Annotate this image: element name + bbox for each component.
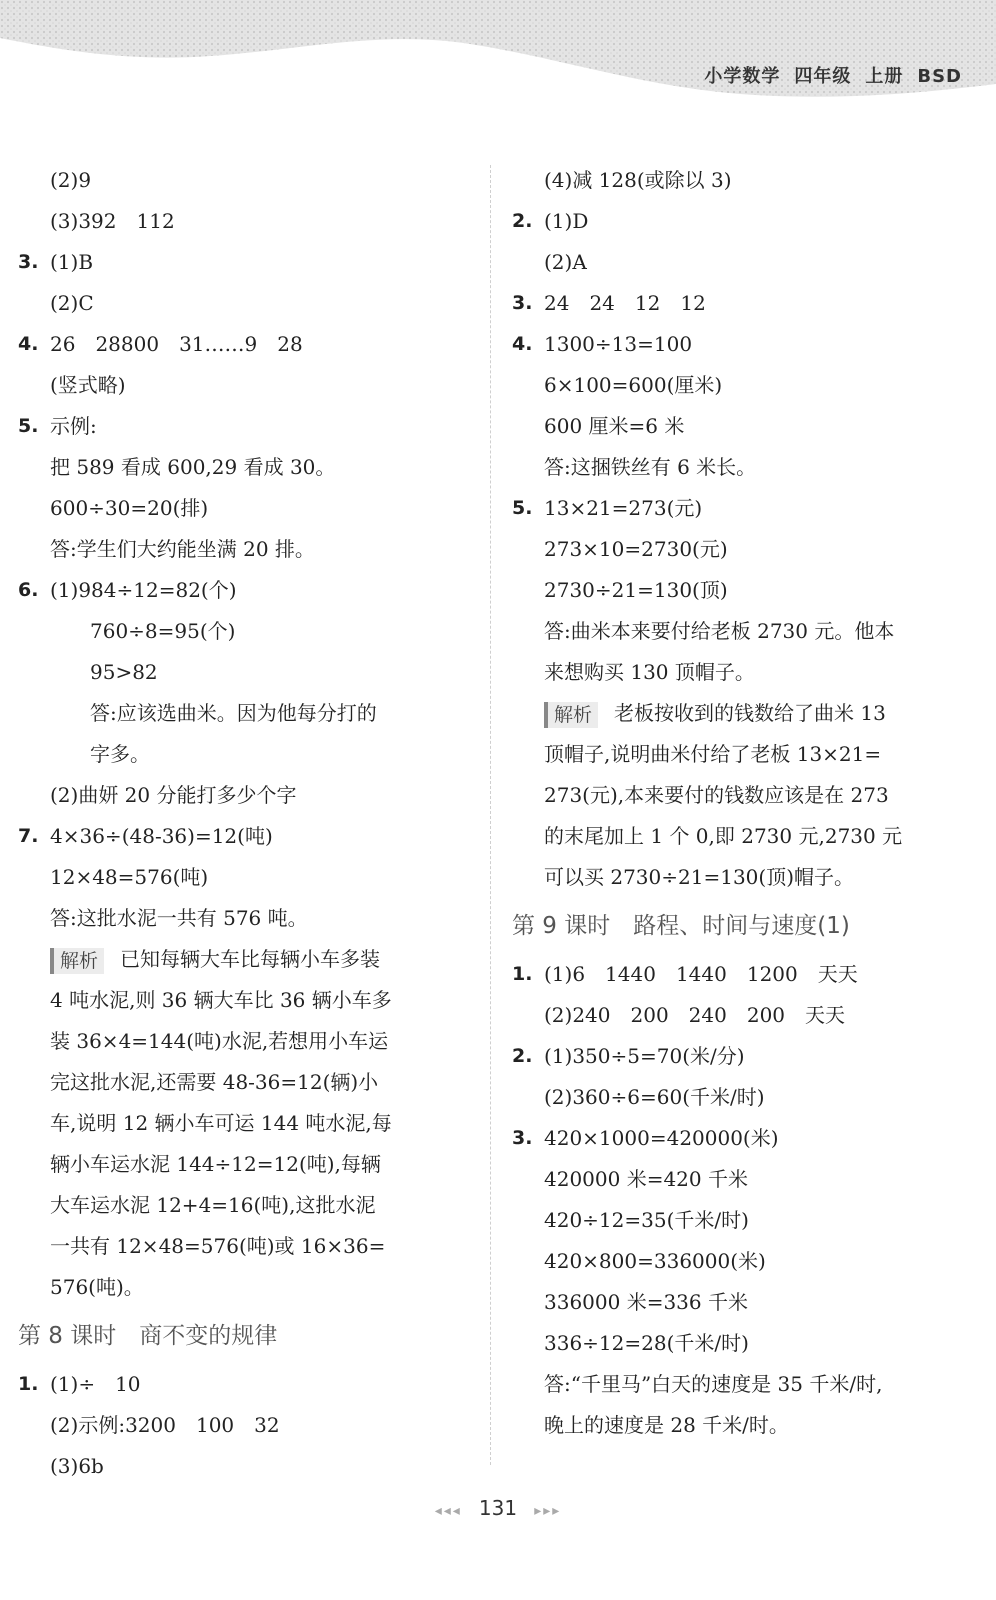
answer-line — [512, 570, 972, 611]
answer-text-wrap — [50, 1103, 392, 1144]
answer-text: 95>82 — [90, 660, 158, 684]
answer-line — [512, 1118, 972, 1159]
answer-text: 示例: — [50, 414, 97, 438]
answer-text: 600 厘米=6 米 — [544, 414, 685, 438]
answer-text: 1300÷13=100 — [544, 332, 693, 356]
answer-line — [512, 1159, 972, 1200]
header-edition: BSD — [917, 66, 962, 87]
question-number: 2. — [512, 1045, 533, 1067]
answer-text-wrap — [90, 611, 235, 652]
answer-text: 车,说明 12 辆小车可运 144 吨水泥,每 — [50, 1111, 392, 1135]
answer-text-wrap — [544, 857, 854, 898]
answer-line — [18, 406, 468, 447]
answer-text: (1)÷ 10 — [50, 1372, 141, 1396]
answer-text-wrap — [50, 857, 208, 898]
answer-line — [512, 201, 972, 242]
answer-text-wrap — [544, 324, 692, 365]
answer-line — [18, 283, 468, 324]
answer-text-wrap — [544, 775, 889, 816]
answer-text: 13×21=273(元) — [544, 496, 703, 520]
answer-line — [512, 995, 972, 1036]
answer-text: (1)6 1440 1440 1200 天天 — [544, 962, 858, 986]
answer-line — [512, 1323, 972, 1364]
answer-text-wrap — [544, 201, 588, 242]
next-page-arrows[interactable]: ▸▸▸ — [534, 1503, 562, 1519]
answer-text-wrap — [50, 1062, 378, 1103]
answer-text-wrap — [544, 1036, 745, 1077]
answer-text-wrap — [544, 1118, 779, 1159]
answer-text: 24 24 12 12 — [544, 291, 706, 315]
answer-text: (竖式略) — [50, 373, 126, 397]
answer-text: (1)B — [50, 250, 94, 274]
answer-line — [512, 816, 972, 857]
answer-text: 答:学生们大约能坐满 20 排。 — [50, 537, 315, 561]
answer-line — [18, 201, 468, 242]
answer-text: 答:应该选曲米。因为他每分打的 — [90, 701, 377, 725]
answer-line — [512, 775, 972, 816]
answer-text-wrap — [50, 980, 392, 1021]
answer-text: (3)392 112 — [50, 209, 175, 233]
answer-text: 273×10=2730(元) — [544, 537, 728, 561]
answer-line — [512, 1282, 972, 1323]
answer-text: (2)A — [544, 250, 587, 274]
analysis-tag: 解析 — [544, 702, 598, 728]
answer-text: 把 589 看成 600,29 看成 30。 — [50, 455, 336, 479]
answer-line — [18, 447, 468, 488]
answer-text-wrap — [90, 693, 377, 734]
answer-text-wrap — [50, 447, 335, 488]
answer-line — [18, 734, 468, 775]
answer-text: (1)350÷5=70(米/分) — [544, 1044, 745, 1068]
answer-line — [512, 324, 972, 365]
answer-line — [512, 283, 972, 324]
answer-text: 老板按收到的钱数给了曲米 13 — [614, 701, 886, 725]
answer-text: 辆小车运水泥 144÷12=12(吨),每辆 — [50, 1152, 381, 1176]
answer-line — [18, 652, 468, 693]
question-number: 3. — [18, 251, 39, 273]
question-number: 5. — [512, 497, 533, 519]
answer-line — [512, 160, 972, 201]
question-number: 4. — [512, 333, 533, 355]
answer-text-wrap — [90, 734, 150, 775]
answer-line — [512, 734, 972, 775]
answer-text-wrap — [50, 898, 308, 939]
answer-text-wrap — [544, 242, 587, 283]
answer-line — [18, 857, 468, 898]
answer-text: 26 28800 31……9 28 — [50, 332, 303, 356]
answer-line — [18, 365, 468, 406]
answer-line — [18, 1103, 468, 1144]
answer-text-wrap — [50, 1405, 280, 1446]
page-header-band — [0, 0, 996, 118]
answer-text-wrap — [50, 324, 303, 365]
answer-line — [512, 488, 972, 529]
page-number: 131 — [478, 1496, 518, 1520]
answer-text: 4×36÷(48-36)=12(吨) — [50, 824, 273, 848]
question-number: 2. — [512, 210, 533, 232]
question-number: 5. — [18, 415, 39, 437]
answer-line — [512, 954, 972, 995]
answer-text-wrap — [544, 611, 894, 652]
answer-text: 来想购买 130 顶帽子。 — [544, 660, 755, 684]
question-number: 1. — [512, 963, 533, 985]
answer-text: 420×1000=420000(米) — [544, 1126, 779, 1150]
answer-text: 600÷30=20(排) — [50, 496, 209, 520]
answer-text-wrap — [50, 488, 208, 529]
answer-text-wrap — [544, 570, 728, 611]
answer-text-wrap — [50, 201, 175, 242]
answer-text-wrap — [50, 1144, 381, 1185]
answer-text: 晚上的速度是 28 千米/时。 — [544, 1413, 789, 1437]
answer-line — [18, 570, 468, 611]
prev-page-arrows[interactable]: ◂◂◂ — [434, 1503, 462, 1519]
answer-text: 760÷8=95(个) — [90, 619, 236, 643]
answer-text: (1)D — [544, 209, 589, 233]
answer-text: 一共有 12×48=576(吨)或 16×36= — [50, 1234, 386, 1258]
answer-text: 大车运水泥 12+4=16(吨),这批水泥 — [50, 1193, 376, 1217]
answer-line — [512, 857, 972, 898]
answer-text: (2)曲妍 20 分能打多少个字 — [50, 783, 297, 807]
header-subject: 小学数学 — [704, 66, 781, 87]
answer-text: 答:这捆铁丝有 6 米长。 — [544, 455, 757, 479]
answer-line — [512, 406, 972, 447]
answer-text-wrap — [50, 242, 93, 283]
answer-text-wrap — [544, 1159, 748, 1200]
answer-line — [512, 529, 972, 570]
answer-line — [18, 1021, 468, 1062]
answer-line — [18, 242, 468, 283]
answer-text: 字多。 — [90, 742, 150, 766]
answer-text-wrap — [50, 570, 237, 611]
answer-text-wrap — [50, 1446, 104, 1487]
answer-text: 完这批水泥,还需要 48-36=12(辆)小 — [50, 1070, 379, 1094]
answer-text: 336000 米=336 千米 — [544, 1290, 748, 1314]
answer-line — [18, 160, 468, 201]
question-number: 3. — [512, 1127, 533, 1149]
answer-line — [512, 693, 972, 734]
answer-text: 可以买 2730÷21=130(顶)帽子。 — [544, 865, 854, 889]
answer-text-wrap — [544, 995, 845, 1036]
header-wave-decoration — [0, 0, 996, 118]
answer-line — [18, 1405, 468, 1446]
answer-text-wrap — [50, 1226, 385, 1267]
answer-text-wrap — [544, 365, 722, 406]
question-number: 4. — [18, 333, 39, 355]
answer-line — [18, 529, 468, 570]
answer-text-wrap — [50, 365, 126, 406]
question-number: 1. — [18, 1373, 39, 1395]
answer-text: (4)减 128(或除以 3) — [544, 168, 732, 192]
answer-text: 的末尾加上 1 个 0,即 2730 元,2730 元 — [544, 824, 903, 848]
answer-text-wrap — [544, 447, 756, 488]
answer-text-wrap — [544, 406, 684, 447]
answer-line — [512, 1077, 972, 1118]
question-number: 6. — [18, 579, 39, 601]
answer-line — [512, 1036, 972, 1077]
answer-line — [18, 324, 468, 365]
answer-text-wrap — [544, 954, 858, 995]
answer-text: 6×100=600(厘米) — [544, 373, 723, 397]
answer-line — [18, 1267, 468, 1308]
answer-text-wrap — [544, 693, 886, 734]
answer-text-wrap — [50, 160, 91, 201]
answer-text-wrap — [544, 1364, 882, 1405]
answer-text-wrap — [544, 283, 706, 324]
answer-text: 336÷12=28(千米/时) — [544, 1331, 749, 1355]
answer-text-wrap — [90, 652, 158, 693]
answer-text: (2)360÷6=60(千米/时) — [544, 1085, 765, 1109]
answer-text-wrap — [544, 1282, 748, 1323]
answer-line — [18, 611, 468, 652]
answer-text-wrap — [544, 1323, 749, 1364]
right-column — [512, 160, 972, 1446]
answer-text-wrap — [50, 1364, 141, 1405]
answer-text: 已知每辆大车比每辆小车多装 — [120, 947, 381, 971]
answer-line — [512, 1241, 972, 1282]
answer-line — [512, 1405, 972, 1446]
answer-text: 答:曲米本来要付给老板 2730 元。他本 — [544, 619, 895, 643]
answer-text: (2)C — [50, 291, 94, 315]
answer-text: 装 36×4=144(吨)水泥,若想用小车运 — [50, 1029, 389, 1053]
answer-text-wrap — [50, 775, 297, 816]
answer-text-wrap — [544, 529, 728, 570]
answer-text-wrap — [544, 734, 881, 775]
answer-text-wrap — [544, 652, 755, 693]
column-divider — [490, 165, 491, 1465]
answer-text: 答:“千里马”白天的速度是 35 千米/时, — [544, 1372, 883, 1396]
answer-line — [512, 652, 972, 693]
answer-text: 420×800=336000(米) — [544, 1249, 766, 1273]
answer-text: 273(元),本来要付的钱数应该是在 273 — [544, 783, 889, 807]
section-title: 第 9 课时 路程、时间与速度(1) — [512, 913, 850, 939]
answer-text: (2)9 — [50, 168, 92, 192]
answer-text: 顶帽子,说明曲米付给了老板 13×21= — [544, 742, 882, 766]
header-volume: 上册 — [865, 66, 904, 87]
answer-text-wrap — [544, 160, 732, 201]
answer-text: 4 吨水泥,则 36 辆大车比 36 辆小车多 — [50, 988, 392, 1012]
left-column — [18, 160, 468, 1487]
header-grade: 四年级 — [794, 66, 852, 87]
answer-text-wrap — [544, 1200, 749, 1241]
answer-line — [18, 1364, 468, 1405]
answer-line — [18, 939, 468, 980]
answer-text: (2)240 200 240 200 天天 — [544, 1003, 846, 1027]
answer-text: (1)984÷12=82(个) — [50, 578, 237, 602]
answer-line — [512, 1364, 972, 1405]
answer-text: 答:这批水泥一共有 576 吨。 — [50, 906, 308, 930]
answer-line — [18, 1446, 468, 1487]
answer-line — [18, 898, 468, 939]
answer-line — [18, 1062, 468, 1103]
answer-text-wrap — [544, 1405, 789, 1446]
answer-line — [512, 365, 972, 406]
answer-text-wrap — [544, 1241, 766, 1282]
answer-text-wrap — [50, 529, 315, 570]
answer-line — [512, 242, 972, 283]
answer-text: (3)6b — [50, 1454, 104, 1478]
answer-text-wrap — [50, 1185, 375, 1226]
answer-line — [512, 447, 972, 488]
answer-line — [18, 488, 468, 529]
answer-line — [18, 1226, 468, 1267]
answer-text-wrap — [50, 939, 380, 980]
question-number: 3. — [512, 292, 533, 314]
answer-text-wrap — [50, 406, 97, 447]
answer-text: 420÷12=35(千米/时) — [544, 1208, 749, 1232]
answer-text-wrap — [50, 1021, 388, 1062]
answer-line — [512, 611, 972, 652]
answer-line — [18, 1144, 468, 1185]
answer-text-wrap — [50, 1267, 144, 1308]
header-label — [690, 62, 962, 88]
answer-line — [512, 1200, 972, 1241]
answer-text: 2730÷21=130(顶) — [544, 578, 728, 602]
answer-text: (2)示例:3200 100 32 — [50, 1413, 280, 1437]
page-footer — [0, 1488, 996, 1528]
analysis-tag: 解析 — [50, 948, 104, 974]
answer-text-wrap — [544, 488, 702, 529]
answer-line — [18, 1185, 468, 1226]
answer-text: 12×48=576(吨) — [50, 865, 209, 889]
section-title: 第 8 课时 商不变的规律 — [18, 1323, 278, 1349]
question-number: 7. — [18, 825, 39, 847]
answer-line — [18, 775, 468, 816]
answer-line — [18, 816, 468, 857]
answer-line — [18, 980, 468, 1021]
answer-line — [18, 693, 468, 734]
answer-text-wrap — [50, 283, 94, 324]
answer-text-wrap — [50, 816, 273, 857]
answer-text-wrap — [544, 816, 902, 857]
answer-text: 576(吨)。 — [50, 1275, 144, 1299]
answer-text: 420000 米=420 千米 — [544, 1167, 748, 1191]
answer-text-wrap — [544, 1077, 765, 1118]
